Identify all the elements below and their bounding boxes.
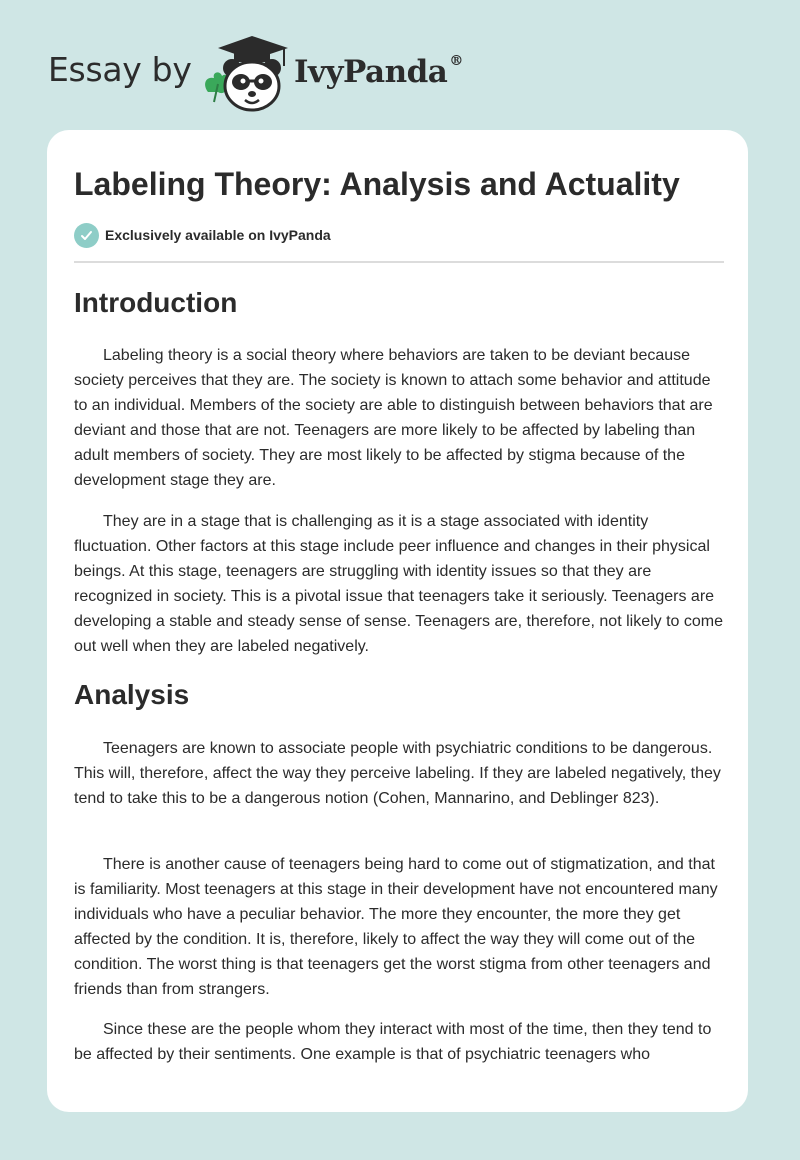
title-divider: [74, 261, 724, 263]
article-card: [47, 130, 748, 1112]
paragraph: There is another cause of teenagers being hard to come out of stigmatization, and that is familiarity. Most teenagers at this stage in their development have not encountered many individuals who have a peculiar behavior. The more they encounter, the more they get affected by the condition. It is, therefore, likely to affect the way they will come out of the condition. The worst thing is that teenagers get the worst stigma from other teenagers and friends than from strangers.: [74, 856, 718, 998]
exclusive-badge: [74, 222, 331, 248]
panda-logo-icon[interactable]: [200, 32, 290, 112]
check-icon: [74, 223, 99, 248]
site-header: [48, 30, 548, 110]
paragraph: Teenagers are known to associate people with psychiatric conditions to be dangerous. This will, therefore, affect the way they perceive labeling. If they are labeled negatively, they tend to take this to be a dangerous notion (Cohen, Mannarino, and Deblinger 823).: [74, 740, 721, 807]
paragraph: Since these are the people whom they interact with most of the time, then they tend to be affected by their sentiments. One example is that of psychiatric teenagers who: [74, 1021, 712, 1063]
exclusive-badge-label: Exclusively available on IvyPanda: [105, 227, 331, 243]
section-heading: Introduction: [74, 287, 238, 318]
brand-text: IvyPanda: [294, 54, 448, 90]
article-title: Labeling Theory: Analysis and Actuality: [74, 166, 680, 202]
paragraph: They are in a stage that is challenging as it is a stage associated with identity fluctuation. Other factors at this stage include peer influence and changes in their physical beings. At this stage, teenagers are struggling with identity issues so that they are recognized in society. This is a pivotal issue that teenagers take it seriously. Teenagers are developing a stable and steady sense of sense. Teenagers are, therefore, not likely to come out well when they are labeled negatively.: [74, 513, 723, 655]
brand-name[interactable]: [294, 54, 463, 90]
registered-mark: ®: [449, 52, 463, 69]
section-heading: Analysis: [74, 679, 190, 710]
essay-by-label: Essay by: [48, 50, 192, 89]
paragraph: Labeling theory is a social theory where behaviors are taken to be deviant because society perceives that they are. The society is known to attach some behavior and attitude to an individual. Members of the society are able to distinguish between behaviors that are deviant and those that are not. Teenagers are more likely to be affected by labeling than adult members of society. They are most likely to be affected by stigma because of the development stage they are.: [74, 347, 713, 489]
